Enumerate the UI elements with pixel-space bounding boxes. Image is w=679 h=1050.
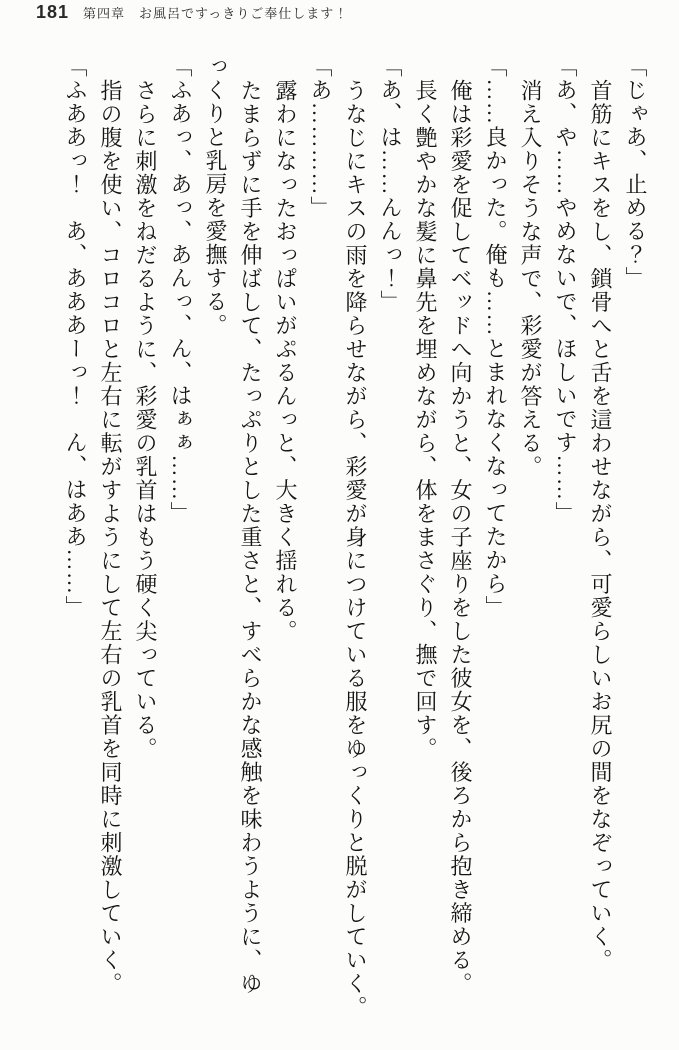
text-column: さらに刺激をねだるように、彩愛の乳首はもう硬く尖っている。 [133,78,158,760]
text-column: 「あ、は……んんっ！」 [378,55,403,314]
text-column: 「ふああっ！ あ、あああーっ！ ん、はああ……」 [63,55,88,619]
text-column: 首筋にキスをし、鎖骨へと舌を這わせながら、可愛らしいお尻の間をなぞっていく。 [588,78,613,972]
vertical-text-body [58,55,653,1030]
text-column: 長く艶やかな髪に鼻先を埋めながら、体をまさぐり、撫で回す。 [413,78,438,760]
text-column: 「あ、や……やめないで、ほしいです……」 [553,55,578,525]
text-column: 消え入りそうな声で、彩愛が答える。 [518,78,543,478]
text-column: 「ふあっ、あっ、あんっ、ん、はぁぁ……」 [168,55,193,525]
text-column: 「あ…………」 [308,55,333,220]
running-head [36,2,348,23]
text-column: 「じゃあ、止める？」 [623,55,648,290]
text-column: たまらずに手を伸ばして、たっぷりとした重さと、すべらかな感触を味わうように、ゆ [238,78,263,995]
text-column: 露わになったおっぱいがぷるんっと、大きく揺れる。 [273,78,298,643]
text-column: うなじにキスの雨を降らせながら、彩愛が身につけている服をゆっくりと脱がしていく。 [343,78,368,1019]
text-column: 「……良かった。俺も……とまれなくなってたから」 [483,55,508,619]
chapter-title: 第四章 お風呂ですっきりご奉仕します！ [83,6,349,21]
page-number: 181 [36,2,70,22]
text-column: 指の腹を使い、コロコロと左右に転がすようにして左右の乳首を同時に刺激していく。 [98,78,123,995]
text-column: っくりと乳房を愛撫する。 [203,55,228,337]
text-column: 俺は彩愛を促してベッドへ向かうと、女の子座りをした彼女を、後ろから抱き締める。 [448,78,473,995]
